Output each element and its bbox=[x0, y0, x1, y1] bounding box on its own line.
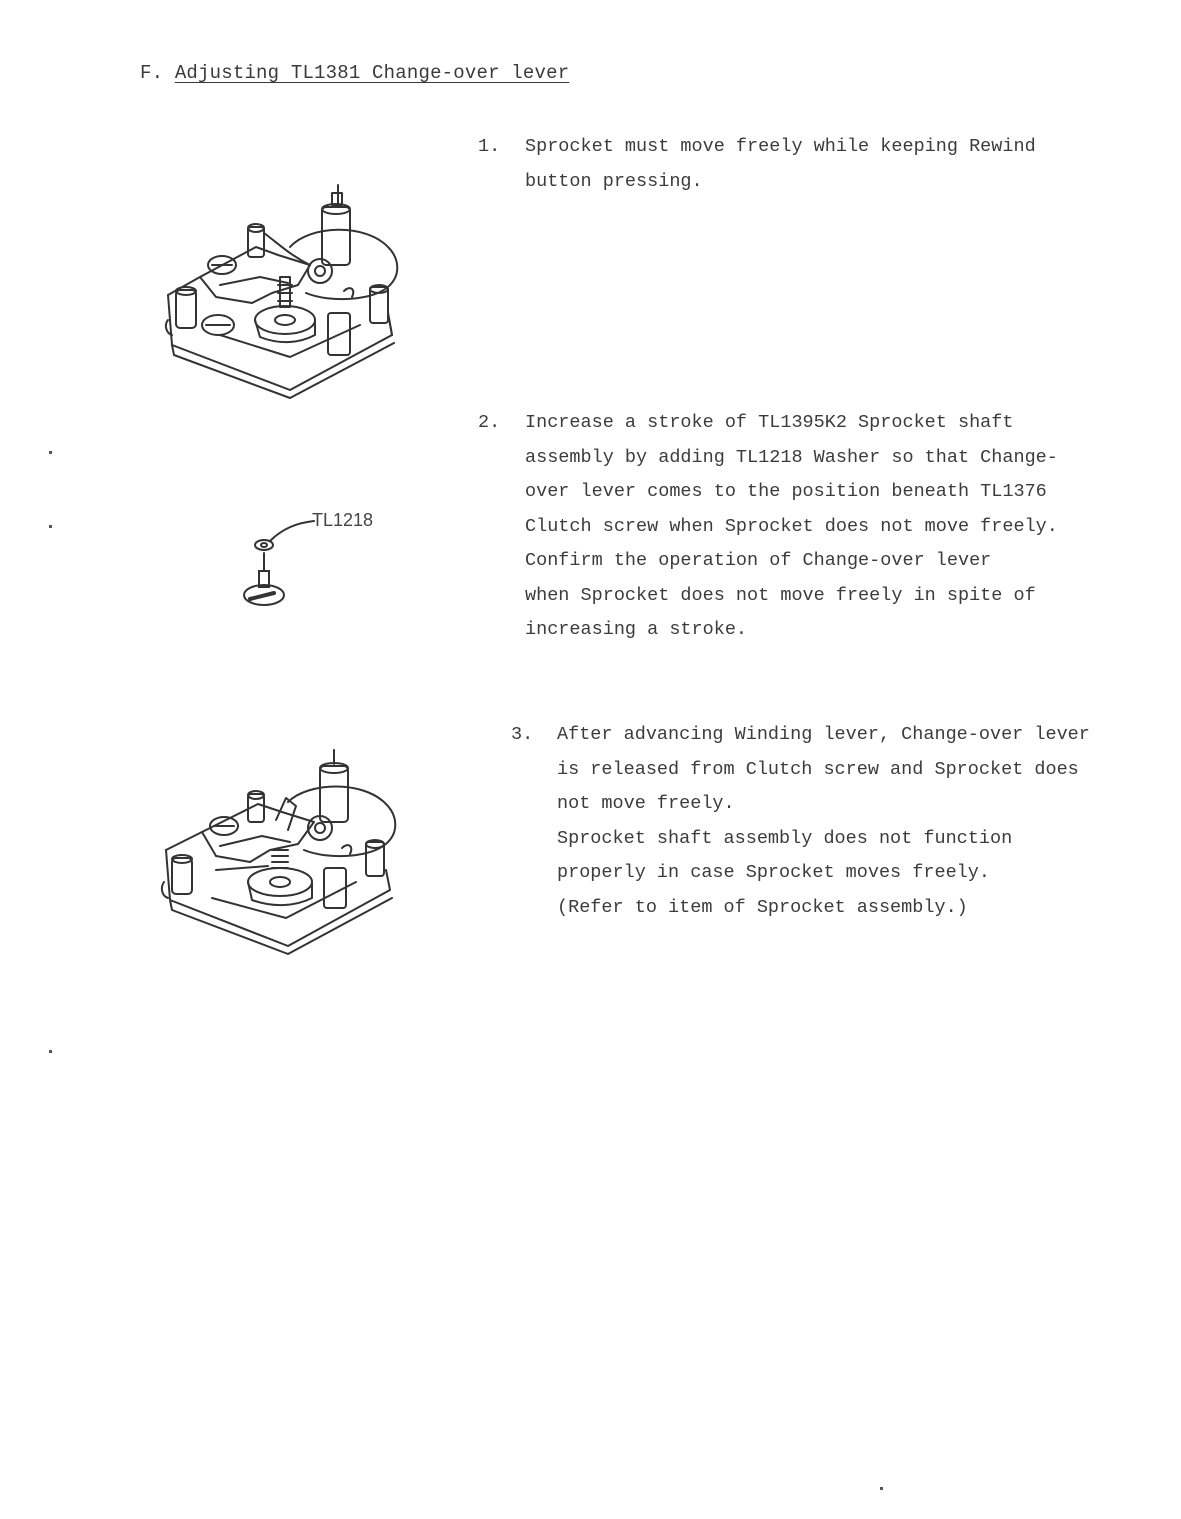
step-3-line: is released from Clutch screw and Sprocket does bbox=[557, 758, 1079, 780]
step-3-line: properly in case Sprocket moves freely. bbox=[557, 862, 990, 883]
scan-speck bbox=[49, 1050, 52, 1053]
washer-callout-label: TL1218 bbox=[312, 510, 374, 530]
section-heading bbox=[140, 62, 569, 84]
step-2 bbox=[478, 406, 1058, 648]
scan-speck bbox=[49, 451, 52, 454]
mechanism-figure-2 bbox=[158, 750, 408, 960]
step-3-line: After advancing Winding lever, Change-over lever bbox=[557, 724, 1090, 745]
section-title: Adjusting TL1381 Change-over lever bbox=[174, 62, 570, 84]
step-3-line: not move freely. bbox=[557, 793, 735, 814]
step-3-number: 3. bbox=[511, 724, 534, 745]
step-2-line: assembly by adding TL1218 Washer so that Change- bbox=[525, 446, 1058, 468]
step-1 bbox=[478, 130, 1036, 199]
step-2-line: Increase a stroke of TL1395K2 Sprocket shaft bbox=[525, 412, 1014, 433]
washer-figure bbox=[240, 515, 320, 615]
step-1-line: Sprocket must move freely while keeping Rewind bbox=[525, 136, 1036, 157]
step-1-line: button pressing. bbox=[525, 170, 703, 192]
step-2-number: 2. bbox=[478, 412, 501, 433]
step-2-line: Clutch screw when Sprocket does not move freely. bbox=[525, 515, 1058, 537]
scan-speck bbox=[49, 525, 52, 528]
step-3-line: (Refer to item of Sprocket assembly.) bbox=[557, 896, 968, 918]
step-3 bbox=[511, 718, 1090, 925]
section-letter: F. bbox=[140, 62, 164, 84]
step-2-line: Confirm the operation of Change-over lever bbox=[525, 550, 992, 571]
step-3-line: Sprocket shaft assembly does not function bbox=[557, 827, 1013, 849]
scan-speck bbox=[880, 1487, 883, 1490]
step-2-line: increasing a stroke. bbox=[525, 619, 748, 640]
mechanism-figure-1 bbox=[160, 185, 410, 400]
step-2-line: over lever comes to the position beneath TL1376 bbox=[525, 481, 1047, 502]
step-2-line: when Sprocket does not move freely in spite of bbox=[525, 584, 1036, 606]
step-1-number: 1. bbox=[478, 136, 501, 157]
